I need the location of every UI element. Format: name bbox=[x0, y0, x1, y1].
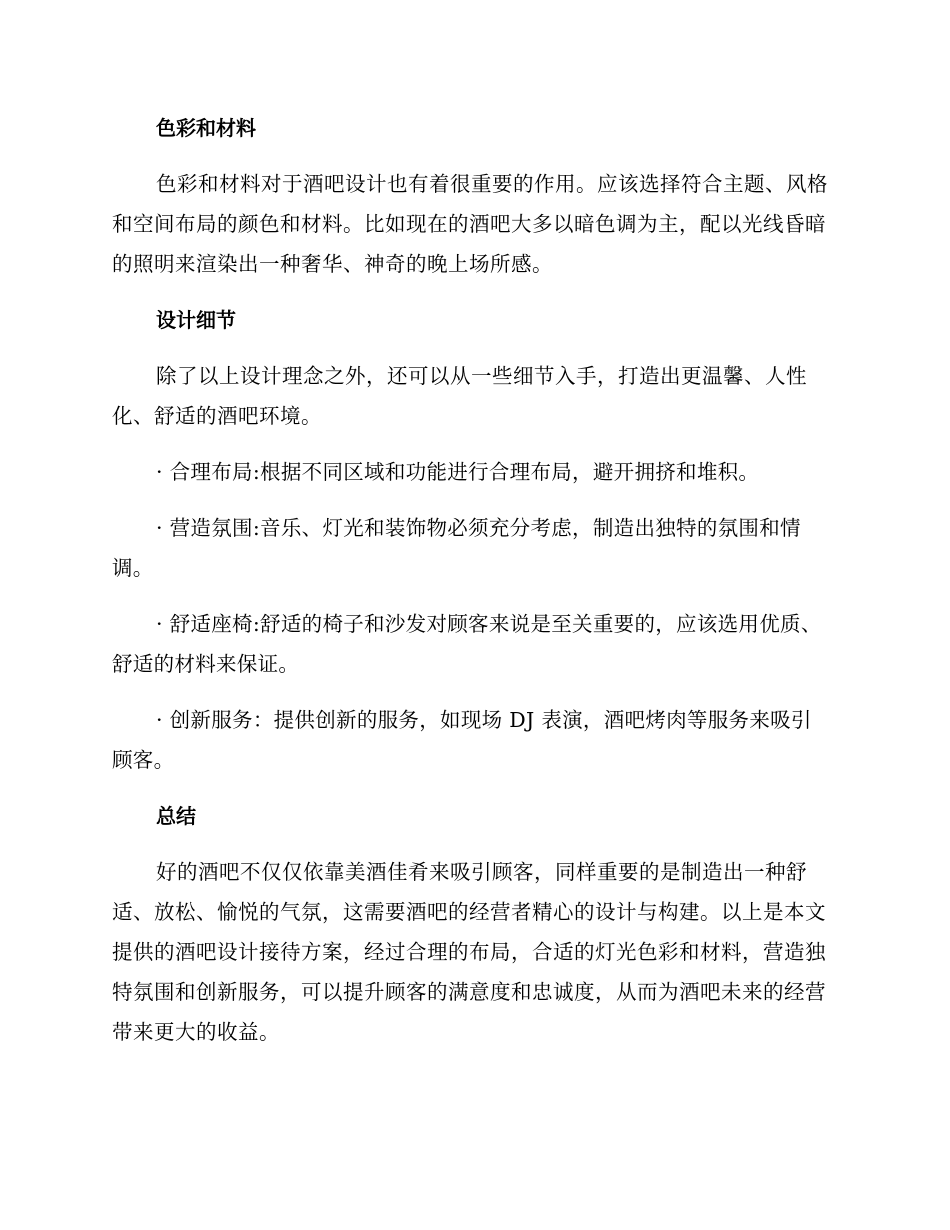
bullet-item-layout: · 合理布局:根据不同区域和功能进行合理布局，避开拥挤和堆积。 bbox=[156, 460, 760, 484]
section-heading-summary: 总结 bbox=[156, 804, 196, 828]
bullet-item-atmosphere: · 营造氛围:音乐、灯光和装饰物必须充分考虑，制造出独特的氛围和情调。 bbox=[112, 516, 801, 580]
bullet-item-service: · 创新服务：提供创新的服务，如现场 DJ 表演，酒吧烤肉等服务来吸引顾客。 bbox=[112, 708, 812, 772]
section-heading-design-details: 设计细节 bbox=[156, 308, 236, 332]
section-heading-colors-materials: 色彩和材料 bbox=[156, 116, 256, 140]
paragraph-design-details-intro: 除了以上设计理念之外，还可以从一些细节入手，打造出更温馨、人性化、舒适的酒吧环境。 bbox=[112, 364, 807, 428]
paragraph-summary: 好的酒吧不仅仅依靠美酒佳肴来吸引顾客，同样重要的是制造出一种舒适、放松、愉悦的气氛，这需要酒吧的经营者精心的设计与构建。以上是本文提供的酒吧设计接待方案，经过合理的布局，合适的灯光色彩和材料，营造独特氛围和创新服务，可以提升顾客的满意度和忠诚度，从而为酒吧未来的经营带来更大的收益。 bbox=[112, 860, 826, 1044]
bullet-item-seating: · 舒适座椅:舒适的椅子和沙发对顾客来说是至关重要的，应该选用优质、舒适的材料来保证。 bbox=[112, 612, 822, 676]
document-body bbox=[112, 108, 832, 1052]
paragraph-colors-materials: 色彩和材料对于酒吧设计也有着很重要的作用。应该选择符合主题、风格和空间布局的颜色和材料。比如现在的酒吧大多以暗色调为主，配以光线昏暗的照明来渲染出一种奢华、神奇的晚上场所感。 bbox=[112, 172, 828, 276]
